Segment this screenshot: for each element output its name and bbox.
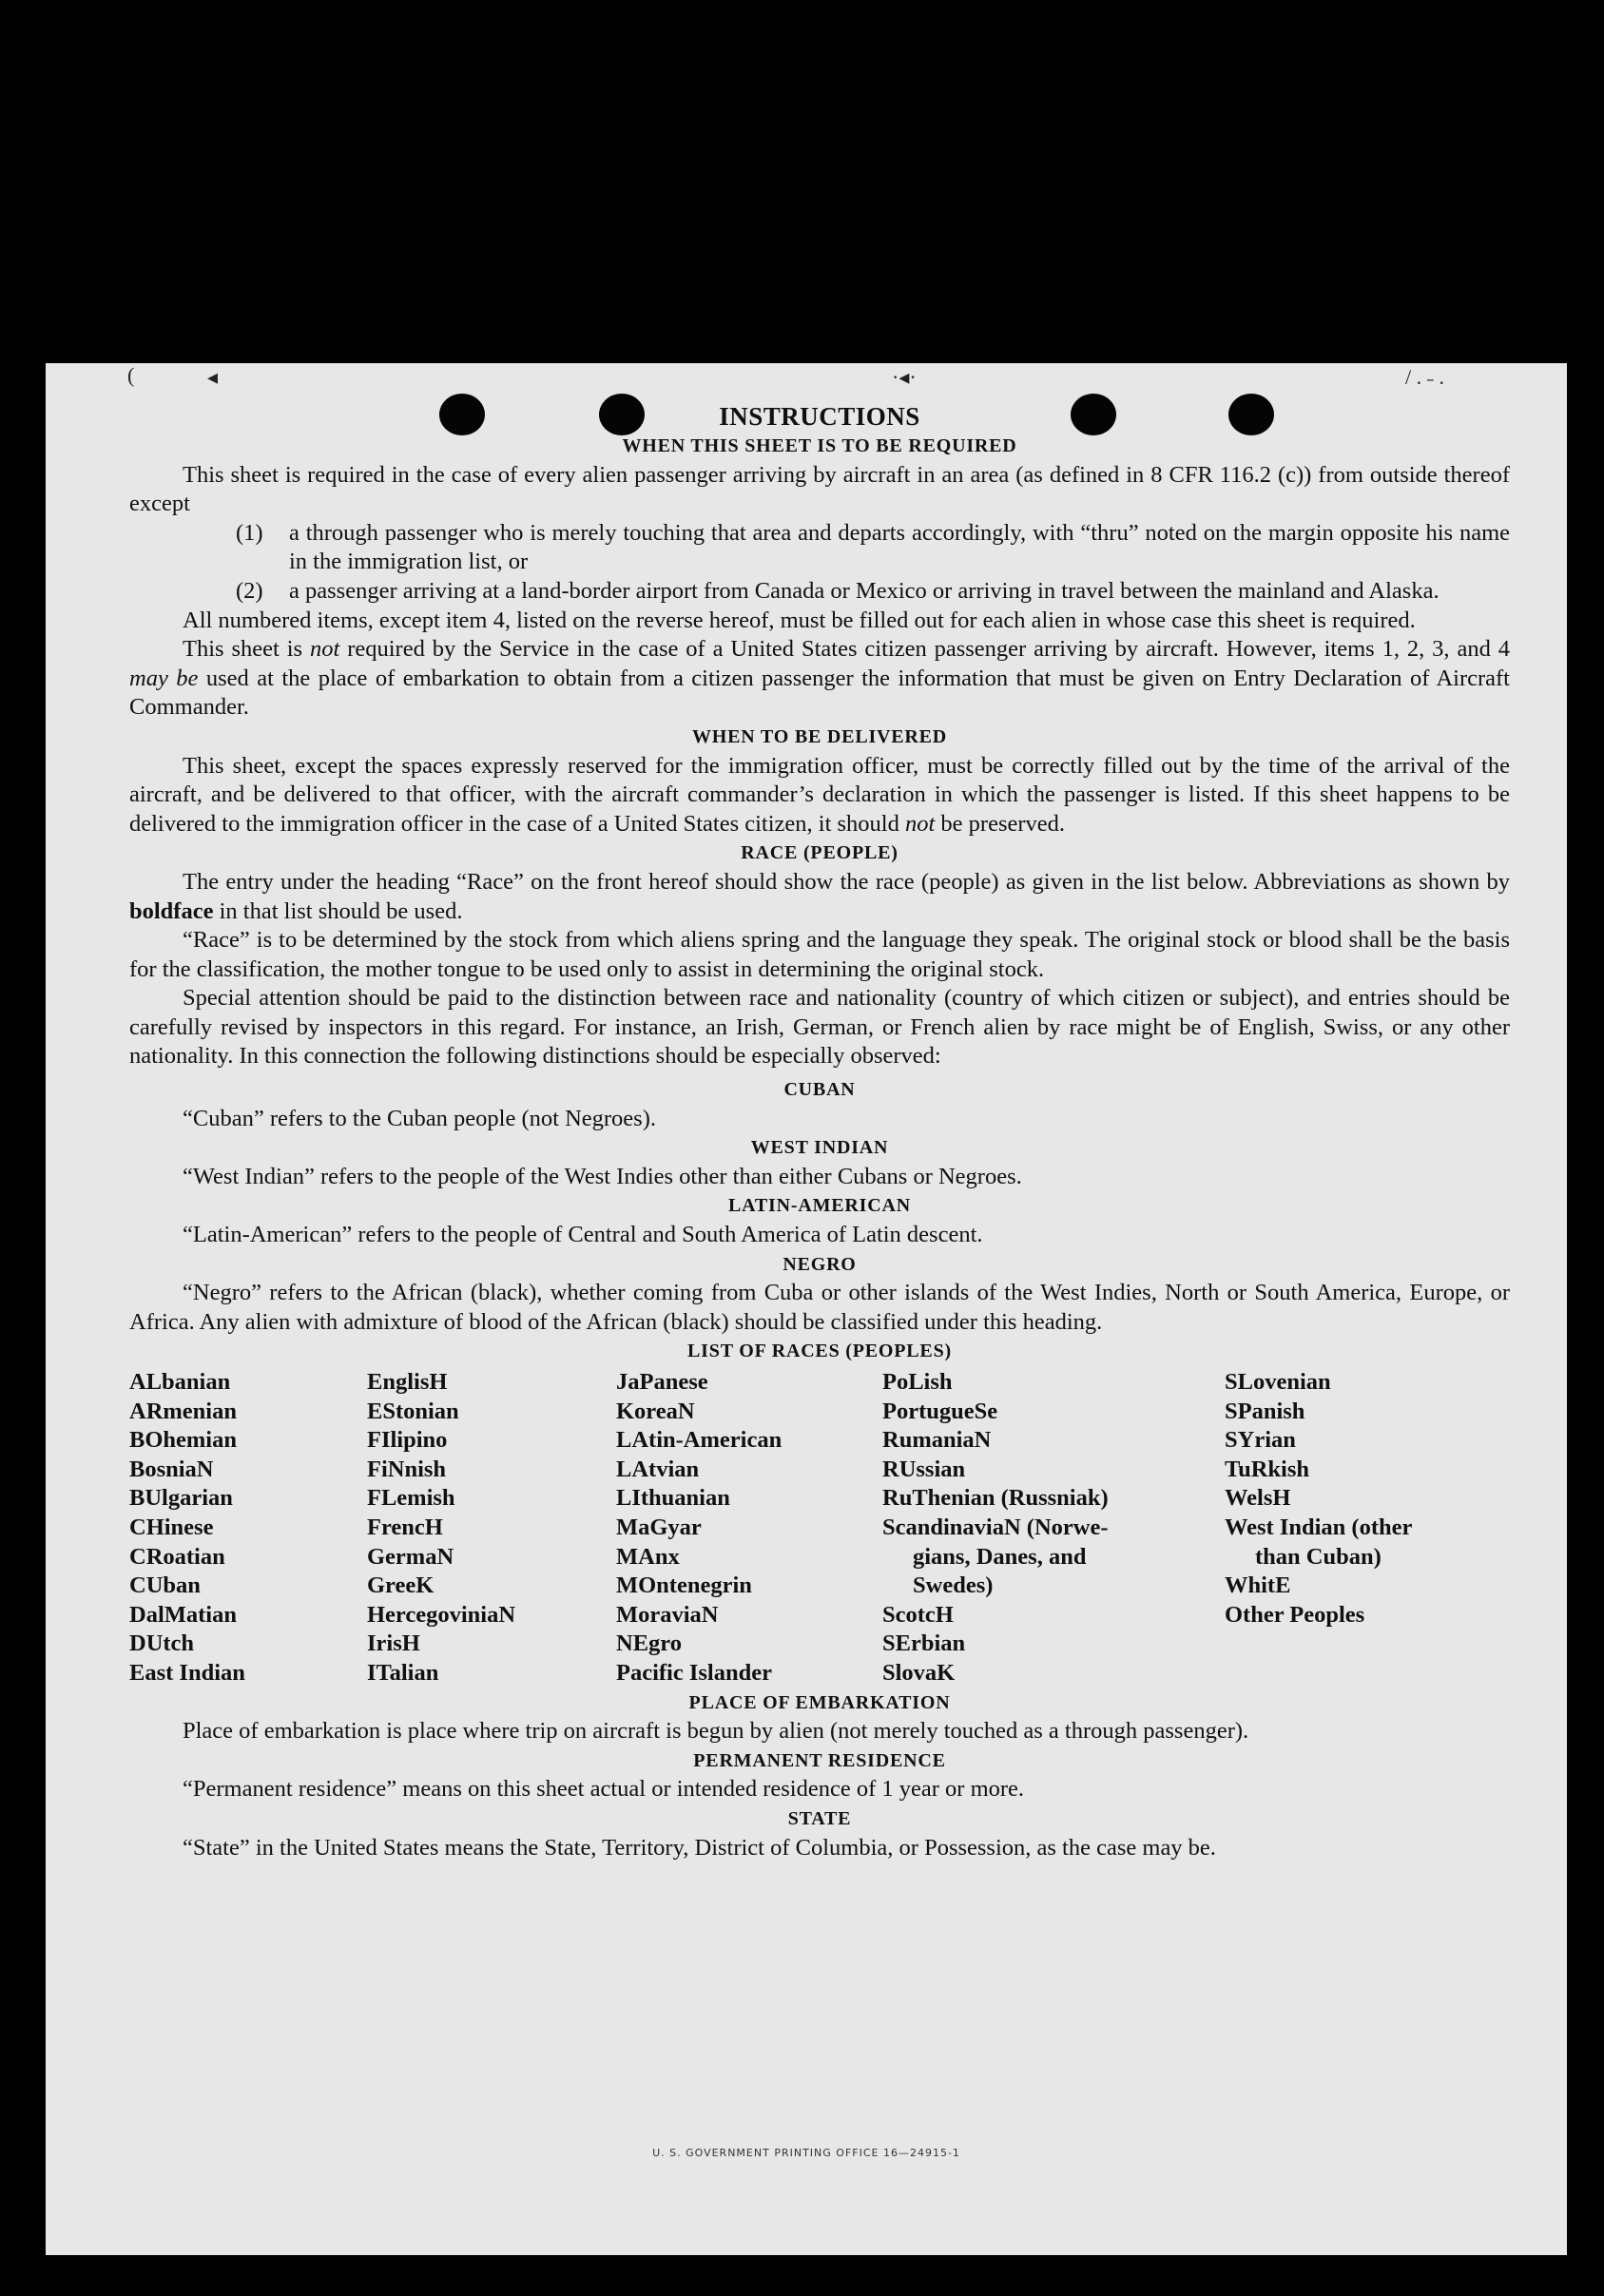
race-entry: KoreaN — [616, 1398, 695, 1424]
paragraph-race-entry — [129, 868, 1510, 926]
section-heading-residence: PERMANENT RESIDENCE — [693, 1749, 946, 1771]
race-entry: SYrian — [1225, 1427, 1296, 1454]
scan-mark: ◂ — [207, 365, 219, 389]
section-heading-west-indian: WEST INDIAN — [750, 1137, 889, 1159]
text-run-italic: not — [309, 636, 340, 663]
race-entry: NEgro — [616, 1630, 682, 1657]
race-entry: BUlgarian — [129, 1485, 233, 1512]
section-heading-negro: NEGRO — [783, 1253, 857, 1275]
paragraph-intro: This sheet is required in the case of every alien passenger arriving by aircraft in an area (as defined in 8 CFR 116.2 (c)) from outside thereof except — [129, 461, 1510, 517]
race-entry: FiNnish — [367, 1456, 447, 1482]
race-entry: LIthuanian — [616, 1485, 730, 1512]
races-column — [616, 1368, 882, 1688]
race-entry: gians, Danes, and — [913, 1543, 1087, 1570]
race-entry: BOhemian — [129, 1427, 237, 1454]
race-entry: GreeK — [367, 1572, 435, 1599]
race-entry: WelsH — [1225, 1485, 1291, 1512]
race-entry: PoLish — [882, 1369, 953, 1395]
text-run: be preserved. — [935, 810, 1066, 837]
scan-mark: ( — [127, 363, 135, 387]
text-run-italic: may be — [129, 665, 199, 691]
paragraph-residence: “Permanent residence” means on this sheet actual or intended residence of 1 year or more. — [183, 1776, 1025, 1803]
race-entry: ScotcH — [882, 1601, 954, 1628]
race-entry: BosniaN — [129, 1456, 214, 1482]
race-entry: HercegoviniaN — [367, 1601, 516, 1628]
paragraph-negro: “Negro” refers to the African (black), whether coming from Cuba or other islands of the West Indies, North or South America, Europe, or Africa. Any alien with admixture of blood of the African (black) should be classified under this heading. — [129, 1280, 1510, 1335]
item-text: a through passenger who is merely touching that area and departs accordingly, with “thru” noted on the margin opposite his name in the immigration list, or — [289, 519, 1510, 575]
section-heading-cuban: CUBAN — [783, 1079, 856, 1101]
list-item — [236, 519, 1510, 577]
paragraph-latin-american: “Latin-American” refers to the people of Central and South America of Latin descent. — [183, 1222, 983, 1248]
races-column — [1225, 1368, 1510, 1688]
item-number: (1) — [236, 519, 263, 546]
race-entry: ITalian — [367, 1659, 439, 1686]
section-heading-latin-american: LATIN-AMERICAN — [728, 1195, 911, 1217]
race-entry: Pacific Islander — [616, 1659, 772, 1686]
paragraph-delivered — [129, 752, 1510, 839]
race-entry: MOntenegrin — [616, 1572, 752, 1599]
paragraph-numbered-items: All numbered items, except item 4, listed on the reverse hereof, must be filled out for each alien in whose case this sheet is required. — [183, 607, 1416, 633]
race-entry: FrencH — [367, 1514, 443, 1540]
race-entry: Other Peoples — [1225, 1601, 1365, 1628]
race-entry: ScandinaviaN (Norwe- — [882, 1514, 1109, 1540]
instructions-content — [129, 401, 1510, 1862]
text-run: in that list should be used. — [213, 897, 463, 924]
race-entry: MAnx — [616, 1543, 680, 1570]
paragraph-race-nationality: Special attention should be paid to the distinction between race and nationality (country of which citizen or subject), and entries should be carefully revised by inspectors in this regard. For instance, an Irish, German, or French alien by race might be of English, Swiss, or any other nationality. In this connection the following distinctions should be especially observed: — [129, 985, 1510, 1070]
text-run-italic: not — [904, 810, 936, 837]
race-entry: SPanish — [1225, 1398, 1305, 1424]
race-entry: WhitE — [1225, 1572, 1291, 1599]
paragraph-state: “State” in the United States means the State, Territory, District of Columbia, or Possession, as the case may be. — [183, 1834, 1216, 1861]
race-entry: CHinese — [129, 1514, 214, 1540]
races-column — [882, 1368, 1225, 1688]
races-list — [129, 1368, 1510, 1688]
race-entry: EnglisH — [367, 1369, 448, 1395]
race-entry: CUban — [129, 1572, 201, 1599]
paragraph-race-stock: “Race” is to be determined by the stock from which aliens spring and the language they speak. The original stock or blood shall be the basis for the classification, the mother tongue to be used only to assist in determining the original stock. — [129, 927, 1510, 982]
races-column — [129, 1368, 367, 1688]
race-entry: RumaniaN — [882, 1427, 992, 1454]
race-entry: SLovenian — [1225, 1369, 1331, 1395]
section-heading-required: WHEN THIS SHEET IS TO BE REQUIRED — [622, 435, 1017, 456]
race-entry: IrisH — [367, 1630, 420, 1657]
paragraph-embarkation: Place of embarkation is place where trip on aircraft is begun by alien (not merely touched as a through passenger). — [183, 1718, 1249, 1745]
race-entry: ALbanian — [129, 1369, 231, 1395]
page-title: INSTRUCTIONS — [719, 402, 920, 431]
text-run: required by the Service in the case of a United States citizen passenger arriving by aircraft. However, items 1, 2, 3, and 4 — [339, 636, 1510, 663]
list-item — [236, 577, 1510, 607]
section-heading-races-list: LIST OF RACES (PEOPLES) — [687, 1341, 952, 1362]
text-run: This sheet is — [183, 636, 310, 663]
item-number: (2) — [236, 577, 263, 604]
section-heading-embarkation: PLACE OF EMBARKATION — [688, 1691, 951, 1713]
text-run-bold: boldface — [129, 897, 214, 924]
scan-mark: ·◂· — [892, 365, 917, 389]
race-entry: DalMatian — [129, 1601, 237, 1628]
race-entry: PortugueSe — [882, 1398, 998, 1424]
race-entry: than Cuban) — [1255, 1543, 1382, 1570]
race-entry: EStonian — [367, 1398, 459, 1424]
race-entry: LAtin-American — [616, 1427, 783, 1454]
race-entry: ARmenian — [129, 1398, 237, 1424]
paragraph-west-indian: “West Indian” refers to the people of the West Indies other than either Cubans or Negroes. — [183, 1163, 1022, 1189]
race-entry: SlovaK — [882, 1659, 956, 1686]
race-entry: JaPanese — [616, 1369, 708, 1395]
race-entry: RuThenian (Russniak) — [882, 1485, 1109, 1512]
race-entry: DUtch — [129, 1630, 195, 1657]
paragraph-cuban: “Cuban” refers to the Cuban people (not Negroes). — [183, 1105, 656, 1131]
race-entry: SErbian — [882, 1630, 966, 1657]
scan-mark: / . ˗ . — [1405, 365, 1444, 389]
printer-imprint: U. S. GOVERNMENT PRINTING OFFICE 16—24915-1 — [652, 2147, 960, 2159]
race-entry: TuRkish — [1225, 1456, 1310, 1482]
text-run: used at the place of embarkation to obtain from a citizen passenger the information that must be given on Entry Declaration of Aircraft Commander. — [129, 665, 1510, 721]
race-entry: LAtvian — [616, 1456, 700, 1482]
race-entry: Swedes) — [913, 1572, 994, 1599]
race-entry: GermaN — [367, 1543, 454, 1570]
race-entry: West Indian (other — [1225, 1514, 1413, 1540]
race-entry: FLemish — [367, 1485, 455, 1512]
document-sheet — [46, 363, 1567, 2255]
text-run: The entry under the heading “Race” on the front hereof should show the race (people) as given in the list below. Abbreviations as shown by — [183, 868, 1510, 895]
race-entry: RUssian — [882, 1456, 966, 1482]
section-heading-state: STATE — [787, 1807, 852, 1829]
text-run: This sheet, except the spaces expressly reserved for the immigration officer, must be correctly filled out by the time of the arrival of the aircraft, and be delivered to that officer, with the aircraft commander’s declaration in which the passenger is listed. If this sheet happens to be delivered to the immigration officer in the case of a United States citizen, it should — [129, 752, 1510, 837]
race-entry: MoraviaN — [616, 1601, 719, 1628]
section-heading-race: RACE (PEOPLE) — [741, 842, 899, 864]
races-column — [367, 1368, 616, 1688]
paragraph-citizen — [129, 635, 1510, 723]
race-entry: East Indian — [129, 1659, 245, 1686]
race-entry: FIlipino — [367, 1427, 448, 1454]
section-heading-delivered: WHEN TO BE DELIVERED — [691, 725, 948, 747]
item-text: a passenger arriving at a land-border airport from Canada or Mexico or arriving in travel between the mainland and Alaska. — [289, 577, 1440, 604]
race-entry: CRoatian — [129, 1543, 225, 1570]
race-entry: MaGyar — [616, 1514, 702, 1540]
